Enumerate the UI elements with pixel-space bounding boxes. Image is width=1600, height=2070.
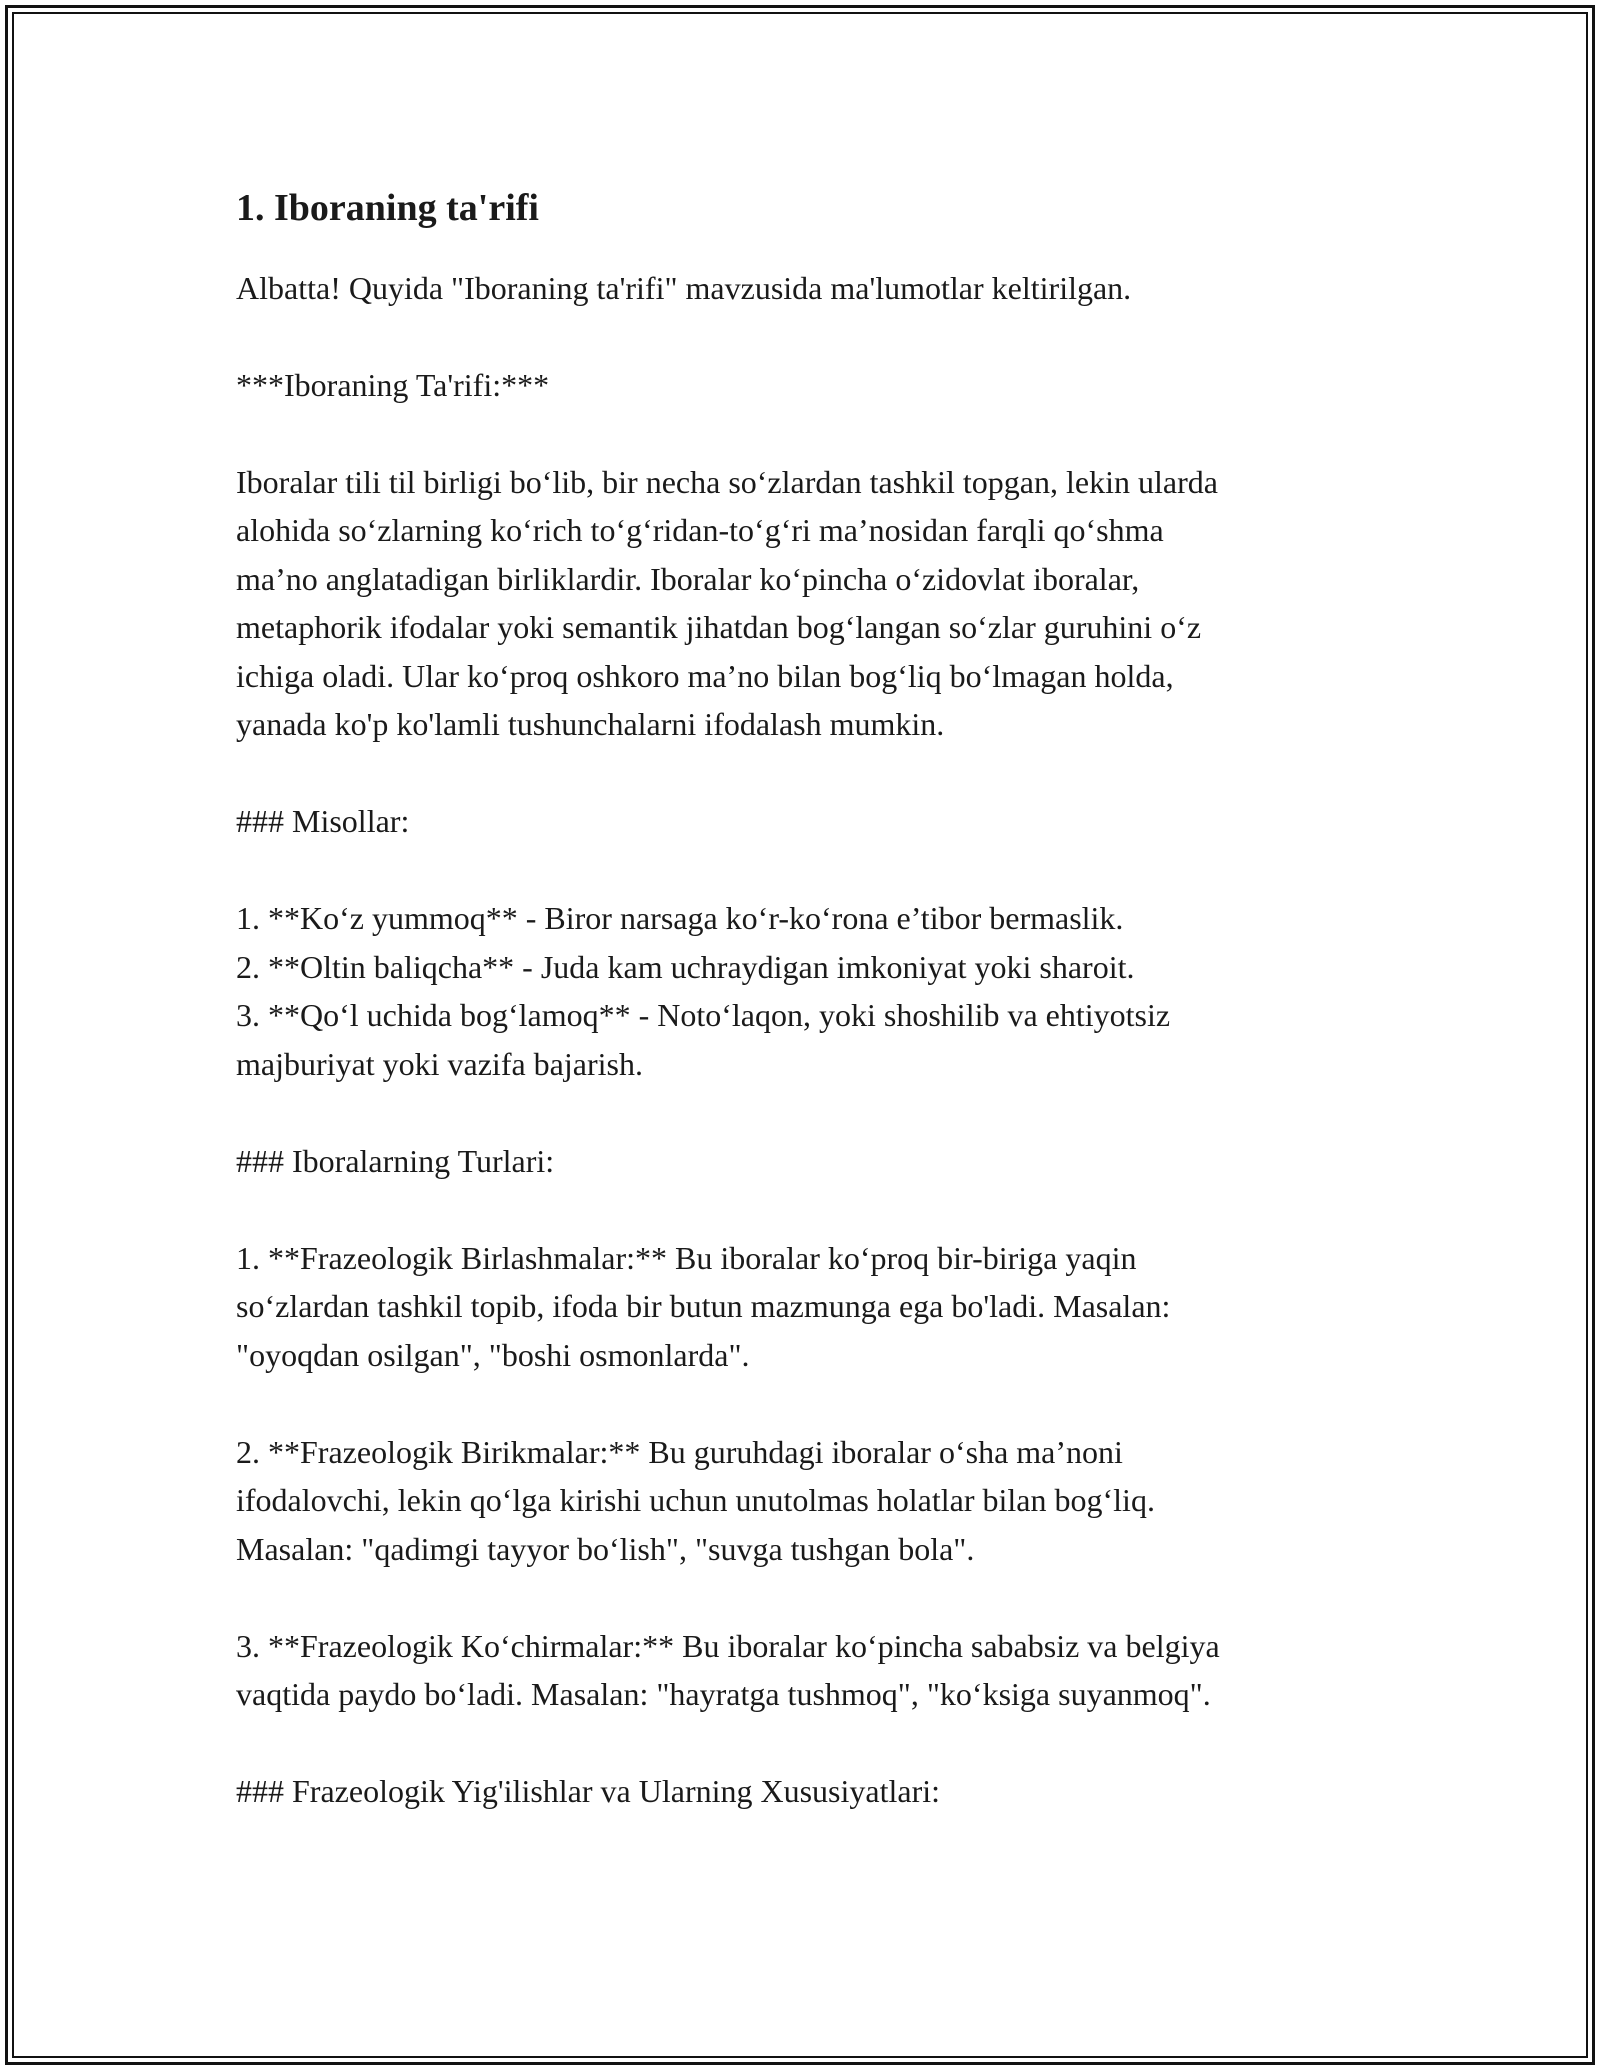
text-line: ***Iboraning Ta'rifi:*** xyxy=(236,366,550,403)
paragraph xyxy=(236,458,1376,749)
text-line: ichiga oladi. Ular ko‘proq oshkoro ma’no bilan bog‘liq bo‘lmagan holda, xyxy=(236,657,1174,694)
text-line: so‘zlardan tashkil topib, ifoda bir butun mazmunga ega bo'ladi. Masalan: xyxy=(236,1288,1171,1325)
text-line: Iboralar tili til birligi bo‘lib, bir necha so‘zlardan tashkil topgan, lekin ularda xyxy=(236,463,1218,500)
text-line: Masalan: "qadimgi tayyor bo‘lish", "suvga tushgan bola". xyxy=(236,1530,975,1567)
paragraph xyxy=(236,1767,1376,1816)
text-line: 3. **Frazeologik Ko‘chirmalar:** Bu iboralar ko‘pincha sababsiz va belgiya xyxy=(236,1627,1220,1664)
paragraph xyxy=(236,1622,1376,1719)
text-line: majburiyat yoki vazifa bajarish. xyxy=(236,1045,643,1082)
text-line: 3. **Qo‘l uchida bog‘lamoq** - Noto‘laqon, yoki shoshilib va ehtiyotsiz xyxy=(236,997,1171,1034)
text-line: alohida so‘zlarning ko‘rich to‘g‘ridan-to‘g‘ri ma’nosidan farqli qo‘shma xyxy=(236,512,1164,549)
text-line: Albatta! Quyida "Iboraning ta'rifi" mavzusida ma'lumotlar keltirilgan. xyxy=(236,269,1132,306)
paragraph xyxy=(236,894,1376,1088)
text-line: 2. **Frazeologik Birikmalar:** Bu guruhdagi iboralar o‘sha ma’noni xyxy=(236,1433,1123,1470)
document-body xyxy=(236,264,1376,1816)
text-line: ### Misollar: xyxy=(236,803,410,840)
text-line: ### Iboralarning Turlari: xyxy=(236,1142,555,1179)
text-line: "oyoqdan osilgan", "boshi osmonlarda". xyxy=(236,1336,750,1373)
text-line: vaqtida paydo bo‘ladi. Masalan: "hayratga tushmoq", "ko‘ksiga suyanmoq". xyxy=(236,1676,1211,1713)
text-line: 1. **Frazeologik Birlashmalar:** Bu iboralar ko‘proq bir-biriga yaqin xyxy=(236,1239,1137,1276)
paragraph xyxy=(236,1234,1376,1380)
paragraph xyxy=(236,797,1376,846)
paragraph xyxy=(236,361,1376,410)
text-line: ifodalovchi, lekin qo‘lga kirishi uchun unutolmas holatlar bilan bog‘liq. xyxy=(236,1482,1155,1519)
text-line: 2. **Oltin baliqcha** - Juda kam uchraydigan imkoniyat yoki sharoit. xyxy=(236,948,1135,985)
paragraph xyxy=(236,264,1376,313)
document-title: 1. Iboraning ta'rifi xyxy=(236,187,539,229)
document-page xyxy=(236,186,1376,1864)
text-line: ma’no anglatadigan birliklardir. Iboralar ko‘pincha o‘zidovlat iboralar, xyxy=(236,560,1140,597)
paragraph xyxy=(236,1137,1376,1186)
text-line: metaphorik ifodalar yoki semantik jihatdan bog‘langan so‘zlar guruhini o‘z xyxy=(236,609,1202,646)
paragraph xyxy=(236,1428,1376,1574)
text-line: 1. **Ko‘z yummoq** - Biror narsaga ko‘r-ko‘rona e’tibor bermaslik. xyxy=(236,900,1124,937)
text-line: yanada ko'p ko'lamli tushunchalarni ifodalash mumkin. xyxy=(236,706,945,743)
text-line: ### Frazeologik Yig'ilishlar va Ularning Xususiyatlari: xyxy=(236,1773,941,1810)
